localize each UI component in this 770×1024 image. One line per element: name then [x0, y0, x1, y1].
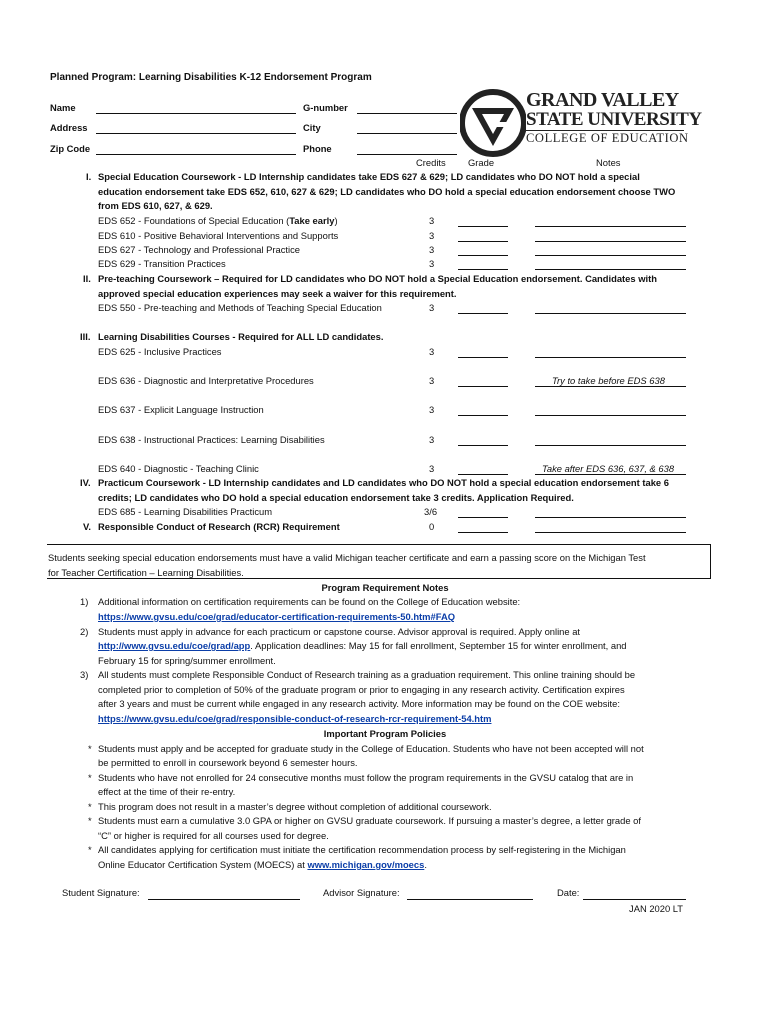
section-number: V. — [83, 521, 91, 532]
course-credits: 3 — [429, 346, 435, 357]
grade-field[interactable] — [458, 269, 508, 270]
name-field[interactable] — [96, 113, 296, 114]
grade-field[interactable] — [458, 313, 508, 314]
credits-column-header: Credits — [416, 157, 446, 168]
notes-field[interactable] — [535, 415, 686, 416]
notes-field[interactable] — [535, 357, 686, 358]
notes-field[interactable] — [535, 474, 686, 475]
bullet-icon: * — [88, 844, 92, 855]
grade-field[interactable] — [458, 474, 508, 475]
course-name: EDS 627 - Technology and Professional Practice — [98, 244, 301, 255]
phone-label: Phone — [303, 143, 332, 154]
phone-field[interactable] — [357, 154, 457, 155]
course-name: EDS 625 - Inclusive Practices — [98, 346, 222, 357]
logo-wordmark — [526, 90, 702, 146]
note-number: 2) — [80, 626, 89, 637]
grade-field[interactable] — [458, 532, 508, 533]
course-name: EDS 629 - Transition Practices — [98, 258, 226, 269]
notes-field[interactable] — [535, 255, 686, 256]
note-text: completed prior to completion of 50% of the graduate program or prior to engaging in any research activity. Certification expires — [98, 684, 625, 695]
city-label: City — [303, 122, 321, 133]
rcr-requirement-link[interactable]: https://www.gvsu.edu/coe/grad/responsible-conduct-of-research-rcr-requirement-54.htm — [98, 713, 492, 724]
student-signature-label: Student Signature: — [62, 887, 140, 898]
advisor-signature-label: Advisor Signature: — [323, 887, 400, 898]
notes-column-header: Notes — [596, 157, 621, 168]
policy-text: Students who have not enrolled for 24 consecutive months must follow the program requirements in the GVSU catalog that are in — [98, 772, 634, 783]
advisor-signature-field[interactable] — [407, 899, 533, 900]
section-number: II. — [83, 273, 91, 284]
page-title: Planned Program: Learning Disabilities K-12 Endorsement Program — [50, 72, 372, 83]
apply-online-link[interactable]: http://www.gvsu.edu/coe/grad/app — [98, 640, 251, 651]
policy-text: “C” or higher is required for all courses used for degree. — [98, 830, 329, 841]
grade-field[interactable] — [458, 226, 508, 227]
certificate-notice: for Teacher Certification – Learning Disabilities. — [48, 567, 244, 578]
course-name: EDS 640 - Diagnostic - Teaching Clinic — [98, 463, 259, 474]
policy-text: This program does not result in a master’s degree without completion of additional coursework. — [98, 801, 492, 812]
bullet-icon: * — [88, 801, 92, 812]
divider — [47, 578, 711, 579]
note-text: http://www.gvsu.edu/coe/grad/app. Application deadlines: May 15 for fall enrollment, September 15 for winter enrollment, and — [98, 640, 627, 651]
policy-text: All candidates applying for certification must initiate the certification recommendation process by self-registering in the Michigan — [98, 844, 626, 855]
zip-label: Zip Code — [50, 143, 91, 154]
section-heading: approved special education experiences may seek a waiver for this requirement. — [98, 288, 457, 299]
section-number: I. — [86, 171, 92, 182]
address-field[interactable] — [96, 133, 296, 134]
note-text: after 3 years and must be current while engaged in any research activity. More information may be found on the COE website: — [98, 698, 620, 709]
notes-field[interactable] — [535, 517, 686, 518]
course-credits: 3 — [429, 302, 435, 313]
certificate-notice: Students seeking special education endorsements must have a valid Michigan teacher certificate and earn a passing score on the Michigan Test — [48, 552, 646, 563]
grade-field[interactable] — [458, 445, 508, 446]
grade-field[interactable] — [458, 386, 508, 387]
grade-field[interactable] — [458, 517, 508, 518]
gnumber-field[interactable] — [357, 113, 457, 114]
course-credits: 3 — [429, 404, 435, 415]
bullet-icon: * — [88, 815, 92, 826]
course-credits: 3 — [429, 244, 435, 255]
section-heading: Responsible Conduct of Research (RCR) Requirement — [98, 521, 340, 532]
note-text: Students must apply in advance for each practicum or capstone course. Advisor approval is required. Apply online at — [98, 626, 581, 637]
grade-field[interactable] — [458, 415, 508, 416]
course-name: EDS 636 - Diagnostic and Interpretative Procedures — [98, 375, 314, 386]
footer-version: JAN 2020 LT — [629, 903, 684, 914]
name-label: Name — [50, 102, 76, 113]
course-note: Try to take before EDS 638 — [552, 375, 665, 386]
note-text: February 15 for spring/summer enrollment. — [98, 655, 276, 666]
logo-line3: COLLEGE OF EDUCATION — [526, 131, 689, 145]
notes-field[interactable] — [535, 386, 686, 387]
note-number: 3) — [80, 669, 89, 680]
grade-field[interactable] — [458, 255, 508, 256]
bullet-icon: * — [88, 743, 92, 754]
course-name: EDS 685 - Learning Disabilities Practicum — [98, 506, 273, 517]
course-name: EDS 652 - Foundations of Special Education (Take early) — [98, 215, 338, 226]
address-label: Address — [50, 122, 88, 133]
note-text: All students must complete Responsible Conduct of Research training as a graduation requirement. This online training should be — [98, 669, 636, 680]
section-heading: education endorsement take EDS 652, 610, 627 & 629; LD candidates who DO hold a special education endorsement choose TWO — [98, 186, 676, 197]
policy-text: effect at the time of their re-entry. — [98, 786, 236, 797]
course-name: EDS 638 - Instructional Practices: Learning Disabilities — [98, 434, 325, 445]
course-credits: 3 — [429, 230, 435, 241]
section-heading: Practicum Coursework - LD Internship candidates and LD candidates who DO NOT hold a special education endorsement take 6 — [98, 477, 669, 488]
course-name: EDS 550 - Pre-teaching and Methods of Teaching Special Education — [98, 302, 382, 313]
student-signature-field[interactable] — [148, 899, 300, 900]
section-heading: from EDS 610, 627, & 629. — [98, 200, 213, 211]
gnumber-label: G-number — [303, 102, 348, 113]
logo-line2: STATE UNIVERSITY — [526, 109, 702, 130]
grade-field[interactable] — [458, 357, 508, 358]
note-number: 1) — [80, 596, 89, 607]
notes-field[interactable] — [535, 532, 686, 533]
course-credits: 3 — [429, 434, 435, 445]
notes-field[interactable] — [535, 241, 686, 242]
program-notes-title: Program Requirement Notes — [321, 582, 449, 593]
bullet-icon: * — [88, 772, 92, 783]
grade-field[interactable] — [458, 241, 508, 242]
section-heading: credits; LD candidates who DO hold a special education endorsement take 3 credits. Application Required. — [98, 492, 574, 503]
course-credits: 3 — [429, 215, 435, 226]
grade-column-header: Grade — [468, 157, 495, 168]
policy-text: Students must earn a cumulative 3.0 GPA or higher on GVSU graduate coursework. If pursuing a master’s degree, a letter grade of — [98, 815, 641, 826]
section-number: IV. — [80, 477, 91, 488]
zip-field[interactable] — [96, 154, 296, 155]
section-heading: Pre-teaching Coursework – Required for LD candidates who DO NOT hold a Special Education endorsement. Candidates with — [98, 273, 657, 284]
divider — [710, 544, 711, 578]
course-note: Take after EDS 636, 637, & 638 — [542, 463, 675, 474]
certification-requirements-link[interactable]: https://www.gvsu.edu/coe/grad/educator-certification-requirements-50.htm#FAQ — [98, 611, 456, 622]
course-credits: 3 — [429, 258, 435, 269]
moecs-link[interactable]: www.michigan.gov/moecs — [307, 859, 425, 870]
course-credits: 3 — [429, 375, 435, 386]
policies-title: Important Program Policies — [323, 728, 447, 739]
divider — [47, 544, 711, 545]
course-credits: 3 — [429, 463, 435, 474]
notes-field[interactable] — [535, 313, 686, 314]
policy-text: be permitted to enroll in coursework beyond 6 semester hours. — [98, 757, 358, 768]
date-label: Date: — [557, 887, 580, 898]
section-heading: Learning Disabilities Courses - Required for ALL LD candidates. — [98, 331, 384, 342]
section-number: III. — [80, 331, 91, 342]
logo-line1: GRAND VALLEY — [526, 89, 679, 111]
date-field[interactable] — [583, 899, 686, 900]
gvsu-logo-icon — [460, 86, 526, 160]
policy-text: Online Educator Certification System (MOECS) at www.michigan.gov/moecs. — [98, 859, 427, 870]
notes-field[interactable] — [535, 269, 686, 270]
course-credits: 0 — [429, 521, 435, 532]
course-name: EDS 637 - Explicit Language Instruction — [98, 404, 264, 415]
note-text: Additional information on certification requirements can be found on the College of Education website: — [98, 596, 521, 607]
course-credits: 3/6 — [424, 506, 438, 517]
section-heading: Special Education Coursework - LD Internship candidates take EDS 627 & 629; LD candidates who DO NOT hold a special — [98, 171, 640, 182]
notes-field[interactable] — [535, 445, 686, 446]
policy-text: Students must apply and be accepted for graduate study in the College of Education. Students who have not been accepted will not — [98, 743, 644, 754]
notes-field[interactable] — [535, 226, 686, 227]
course-name: EDS 610 - Positive Behavioral Interventions and Supports — [98, 230, 339, 241]
city-field[interactable] — [357, 133, 457, 134]
